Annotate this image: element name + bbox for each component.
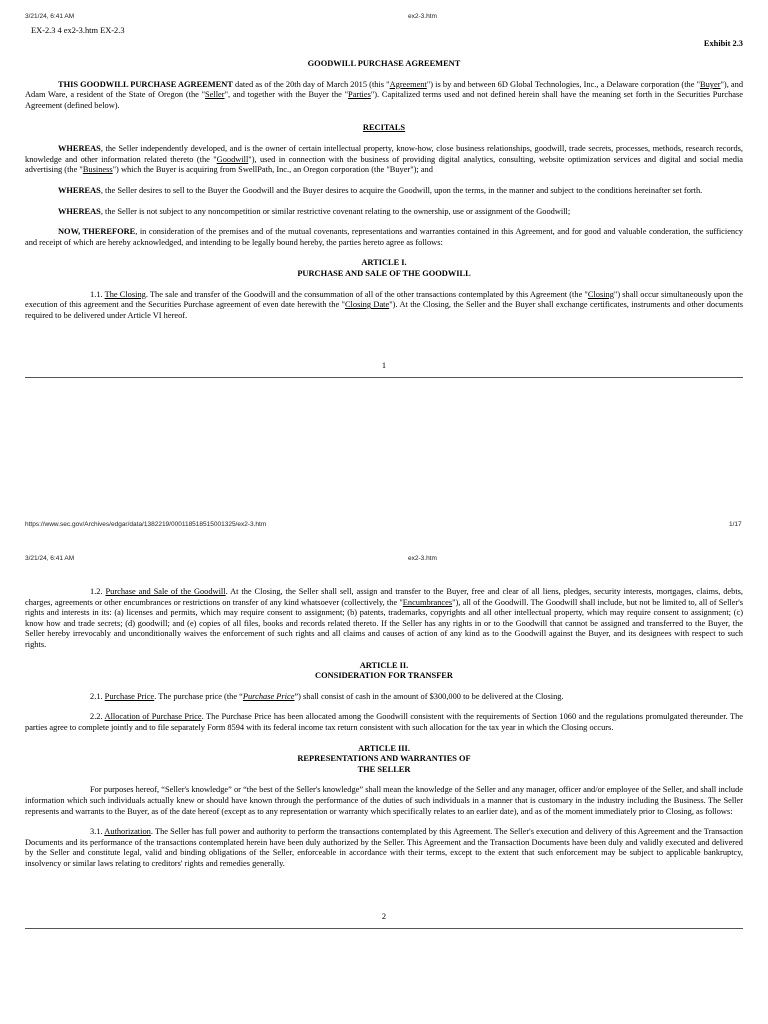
print-footer-pager: 1/17 (729, 521, 742, 528)
section-2-2: 2.2. Allocation of Purchase Price. The Purchase Price has been allocated among the Goodwill consistent with the requirements of Section 1060 and the regulations promulgated thereunder. The parties agree to complete jointly and to file separately Form 8594 with its federal income tax return consistent with such allocation for the tax year in which the Closing occurs. (25, 712, 743, 732)
whereas-paragraph-2: WHEREAS, the Seller desires to sell to the Buyer the Goodwill and the Buyer desires to acquire the Goodwill, upon the terms, in the manner and subject to the conditions hereinafter set forth. (58, 185, 703, 195)
agreement-title: GOODWILL PURCHASE AGREEMENT (307, 59, 461, 69)
exhibit-label: Exhibit 2.3 (703, 38, 743, 48)
article-2-number: ARTICLE II. (359, 660, 409, 670)
page-number-1: 1 (381, 361, 387, 370)
section-1-1: 1.1. The Closing. The sale and transfer of the Goodwill and the consummation of all of the other transactions contemplated by this Agreement (the "Closing") shall occur simultaneously upon the execution of this agreement and the Securities Purchase agreement of even date herewith the "Closing Date"). At the Closing, the Seller and the Buyer shall exchange certificates, instruments and other documents required to be delivered under Article VI hereof. (25, 289, 744, 320)
intro-paragraph: THIS GOODWILL PURCHASE AGREEMENT dated as of the 20th day of March 2015 (this "Agreement") is by and between 6D Global Technologies, Inc., a Delaware corporation (the "Buyer"), and Adam Ware, a resident of the State of Oregon (the "Seller", and together with the Buyer the "Parties"). Capitalized terms used and not defined herein shall have the meaning set forth in the Securities Purchase Agreement (defined below). (25, 79, 744, 110)
article-2-title: CONSIDERATION FOR TRANSFER (315, 671, 453, 681)
now-therefore-paragraph: NOW, THEREFORE, in consideration of the premises and of the mutual covenants, representations and warranties contained in this Agreement, and for good and valuable conderation, the sufficiency and receipt of which are hereby acknowledged, and intending to be legally bound hereby, the parties hereto agree as follows: (25, 227, 743, 247)
print-header-datetime: 3/21/24, 6:41 AM (25, 13, 75, 20)
article-3-intro: For purposes hereof, “Seller's knowledge” or “the best of the Seller's knowledge” shall mean the knowledge of the Seller and any manager, officer and/or employee of the Seller, and shall include information which such individuals actually knew or should have known through the performance of the duties of such individuals in a manner that is customary in the industry including the Business. The Seller represents and warrants to the Buyer, as of the date hereof (except as to any representation or warranty which specifically relates to an earlier date), and as of the moment immediately prior to Closing, as follows: (25, 785, 743, 816)
page-divider-2 (25, 928, 743, 929)
page-number-2: 2 (381, 912, 387, 921)
print-footer-url: https://www.sec.gov/Archives/edgar/data/1382219/000118518515001325/ex2-3.htm (25, 521, 267, 528)
document-page-2 (25, 587, 743, 869)
article-3-title: REPRESENTATIONS AND WARRANTIES OF (297, 754, 471, 764)
print-header-filename-2: ex2-3.htm (408, 555, 437, 562)
print-header-filename: ex2-3.htm (408, 13, 437, 20)
page-divider-1 (25, 377, 743, 378)
article-3-number: ARTICLE III. (358, 743, 410, 753)
print-header-datetime-2: 3/21/24, 6:41 AM (25, 555, 75, 562)
section-1-2: 1.2. Purchase and Sale of the Goodwill. At the Closing, the Seller shall sell, assign and transfer to the Buyer, free and clear of all liens, pledges, security interests, mortgages, claims, debts, charges, agreements or other encumbrances or restrictions on transfer of any kind whatsoever (collectively, the "Encumbrances"), all of the Goodwill. The Goodwill shall include, but not be limited to, all of Seller's rights and interests in its: (a) licenses and permits, which may require consent to assignment; (b) patents, trademarks, copyrights and all other intellectual property, which may require consent to assignment; (c) know how and trade secrets; (d) goodwill; and (e) copies of all files, books and records related thereto. If the Seller has any rights in or to the Goodwill that cannot be assigned and transferred to the Buyer, the Seller hereby irrevocably and unconditionally waives the enforcement of such rights and all claims and causes of action of any kind as to the Goodwill against the Buyer, and its designees with respect to such rights. (25, 587, 744, 649)
whereas-paragraph-3: WHEREAS, the Seller is not subject to any noncompetition or similar restrictive covenant relating to the ownership, use or assignment of the Goodwill; (58, 206, 571, 216)
document-page-1 (25, 26, 743, 321)
section-2-1: 2.1. Purchase Price. The purchase price (the “Purchase Price”) shall consist of cash in the amount of $300,000 to be delivered at the Closing. (90, 691, 564, 701)
recitals-heading: RECITALS (362, 122, 406, 132)
document-label: EX-2.3 4 ex2-3.htm EX-2.3 (31, 26, 125, 35)
article-3-subtitle: THE SELLER (357, 764, 411, 774)
article-1-number: ARTICLE I. (361, 258, 407, 268)
article-1-title: PURCHASE AND SALE OF THE GOODWILL (297, 268, 471, 278)
section-3-1: 3.1. Authorization. The Seller has full power and authority to perform the transactions contemplated by this Agreement. The Seller's execution and delivery of this Agreement and the Transaction Documents and its performance of the transactions contemplated herein have been duly authorized by the Seller. This Agreement and the Transaction Documents have been duly and validly executed and delivered by the Seller and constitute legal, valid and binding obligations of the Seller, enforceable in accordance with their terms, except to the extent that such enforcement may be subject to applicable bankruptcy, insolvency or similar laws relating to creditors' rights and remedies generally. (25, 827, 743, 868)
whereas-paragraph-1: WHEREAS, the Seller independently developed, and is the owner of certain intellectual property, know-how, close business relationships, goodwill, trade secrets, processes, methods, research records, knowledge and other information related thereto (the "Goodwill"), used in connection with the business of providing digital analytics, consulting, website optimization services and digital and social media advertising (the "Business") which the Buyer is acquiring from SwellPath, Inc., an Oregon corporation (the "Buyer"); and (25, 144, 743, 175)
